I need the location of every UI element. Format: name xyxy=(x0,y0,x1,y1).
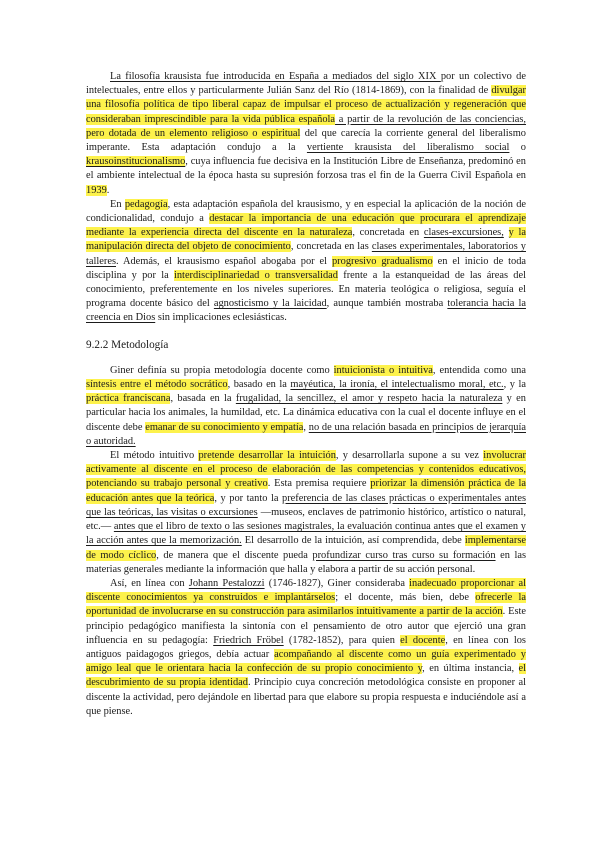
paragraph-pestalozzi-frobel xyxy=(86,577,526,719)
underlined-text: Johann Pestalozzi xyxy=(188,577,265,589)
highlighted-text: práctica franciscana xyxy=(86,393,171,405)
text-run: (1746-1827), Giner consideraba xyxy=(264,577,410,589)
text-run: del que carecía la corriente general del liberalismo imperante. Esta adaptación condujo a la xyxy=(86,127,526,154)
paragraph-krausismo-pedagogia xyxy=(86,198,526,326)
text-run: , aunque también mostraba xyxy=(326,298,448,310)
text-run: , xyxy=(303,421,309,433)
highlighted-text: síntesis entre el método socrático xyxy=(86,379,228,391)
text-run: Así, en línea con xyxy=(110,577,189,589)
highlighted-text: 1939 xyxy=(86,184,107,196)
highlighted-text: krausoinstitucionalismo xyxy=(86,156,186,168)
highlighted-text: inadecuado proporcionar al discente conocimientos ya construidos e implantárselos xyxy=(86,577,526,604)
underlined-text: clases experimentales, laboratorios y talleres xyxy=(86,241,526,267)
highlighted-text: acompañando al discente como un guía experimentado y amigo leal que le orientara hacia la confección de su propio conocimiento y xyxy=(86,648,526,675)
text-run: Giner definía su propia metodología docente como xyxy=(110,364,334,376)
paragraph-metodologia-intuitiva xyxy=(86,364,526,449)
highlighted-text: implementarse de modo cíclico xyxy=(86,535,526,561)
highlighted-text: interdisciplinariedad o transversalidad xyxy=(173,269,338,281)
text-run: . Esta premisa requiere xyxy=(267,478,371,490)
highlighted-text: emanar de su conocimiento y empatía xyxy=(145,421,304,433)
underlined-text: a partir de la revolución de las conciencias, xyxy=(335,113,527,125)
text-run: , esta adaptación española del krausismo, y en especial la aplicación de la noción de condicionalidad, condujo a xyxy=(86,198,527,225)
text-run: , entendida como una xyxy=(432,364,526,376)
underlined-text: clases-excursiones, xyxy=(423,227,504,239)
text-run: . Este principio pedagógico manifiesta la sintonía con el pensamiento de otro autor que ejerció una gran influencia en su pedagogía: xyxy=(86,606,526,646)
highlighted-text: divulgar una filosofía política de tipo liberal capaz de impulsar el proceso de actualización y regeneración que consideraban imprescindible para la vida pública española xyxy=(86,85,526,125)
text-run: En xyxy=(110,198,125,210)
paragraph-krausismo-origen xyxy=(86,70,526,198)
paragraph-metodo-intuitivo xyxy=(86,449,526,577)
underlined-text: no de una relación basada en principios de jerarquía o autoridad. xyxy=(86,421,526,447)
underlined-text: profundizar curso tras curso su formación xyxy=(312,549,496,561)
underlined-text: mayéutica, la ironía, el intelectualismo moral, etc. xyxy=(290,379,504,391)
text-run: y en particular hacia los animales, la humildad, etc. La dinámica educativa con la cual el docente influye en el discente debe xyxy=(86,393,526,433)
text-run: , basada en la xyxy=(170,393,236,405)
highlighted-text: pedagogía xyxy=(124,198,168,210)
underlined-text: frugalidad, la sencillez, el amor y respeto hacia la naturaleza xyxy=(235,393,503,405)
underlined-text: La filosofía krausista fue introducida en España a mediados del siglo XIX xyxy=(110,71,441,82)
text-run: . xyxy=(106,184,110,196)
underlined-text: vertiente krausista del liberalismo social xyxy=(306,142,510,154)
highlighted-text: pretende desarrollar la intuición xyxy=(198,450,336,462)
text-run: , cuya influencia fue decisiva en la Institución Libre de Enseñanza, predominó en el ambiente intelectual de la época hasta su supresión forzosa tras el fin de la Guerra Civil Española en xyxy=(86,156,526,182)
text-run: , y por tanto la xyxy=(214,492,282,504)
underlined-text: Friedrich Fröbel xyxy=(213,634,284,646)
text-run: , concretada en las xyxy=(290,241,372,253)
highlighted-text: progresivo gradualismo xyxy=(331,255,433,267)
highlighted-text: involucrar activamente al discente en el proceso de elaboración de las competencias y contenidos educativos, potenciando su trabajo personal y creativo xyxy=(86,450,526,490)
text-run: , basado en la xyxy=(227,379,291,391)
text-run: en las materias generales mediante la información que halla y elabora a partir de su acción personal. xyxy=(86,549,526,575)
highlighted-text: destacar la importancia de una educación que procurara el aprendizaje mediante la experiencia directa del discente en la naturaleza xyxy=(86,213,526,239)
highlighted-text: ofrecerle la oportunidad de involucrarse en su construcción para asimilarlos intuitivamente a partir de la acción xyxy=(86,592,526,618)
highlighted-text: y la manipulación directa del objeto de conocimiento xyxy=(86,227,526,253)
underlined-text: tolerancia hacia la creencia en Dios xyxy=(86,298,526,324)
text-run: , concretada en xyxy=(352,227,424,239)
text-run: (1782-1852), para quien xyxy=(283,634,401,646)
document-body xyxy=(86,70,526,719)
text-run: , de manera que el discente pueda xyxy=(156,549,313,561)
underlined-text: preferencia de las clases prácticas o experimentales antes que las teóricas, las visitas o excursiones xyxy=(86,492,526,518)
underlined-text: antes que el libro de texto o las sesiones magistrales, la evaluación continua antes que el examen y la acción antes que la memorización. xyxy=(86,521,526,547)
text-run: en el inicio de toda disciplina y por la xyxy=(86,255,527,281)
text-run: , en línea con los antiguos paidagogos griegos, debía actuar xyxy=(86,634,526,660)
text-run: sin implicaciones eclesiásticas. xyxy=(155,312,287,324)
text-run: ; el docente, más bien, debe xyxy=(335,592,476,604)
highlighted-text: priorizar la dimensión práctica de la educación antes que la teórica xyxy=(86,478,527,504)
highlighted-text: el docente xyxy=(400,634,446,646)
text-run: El desarrollo de la intuición, así comprendida, debe xyxy=(241,535,465,547)
text-run: frente a la estanqueidad de las áreas del conocimiento, preferentemente en los niveles superiores. En materia teológica o religiosa, seguía el programa docente básico del xyxy=(86,269,526,310)
text-run: , en última instancia, xyxy=(422,663,519,675)
section-heading-metodologia: 9.2.2 Metodología xyxy=(86,338,169,351)
highlighted-text: intuicionista o intuitiva xyxy=(333,364,433,376)
text-run: por un colectivo de intelectuales, entre ellos y particularmente Julián Sanz del Río (1814-1869), con la finalidad de xyxy=(86,71,526,97)
highlighted-text: el descubrimiento de su propia identidad xyxy=(86,663,526,689)
text-run: El método intuitivo xyxy=(110,450,199,462)
text-run: . Además, el krausismo español abogaba por el xyxy=(116,255,332,267)
highlighted-text: pero dotada de un elemento religioso o espiritual xyxy=(86,127,301,139)
text-run: —museos, enclaves de patrimonio histórico, artístico o natural, etc.— xyxy=(86,506,527,533)
text-run: o xyxy=(509,142,526,154)
text-run: , y la xyxy=(503,379,526,391)
text-run: , y desarrollarla supone a su vez xyxy=(335,450,484,462)
text-run: . Principio cuya concreción metodológica consiste en proponer al discente la actividad, pero dejándole en libertad para que elabore su propia respuesta e induciéndole así a que piense. xyxy=(86,677,526,717)
text-run xyxy=(504,227,509,238)
underlined-text: agnosticismo y la laicidad xyxy=(213,298,327,310)
